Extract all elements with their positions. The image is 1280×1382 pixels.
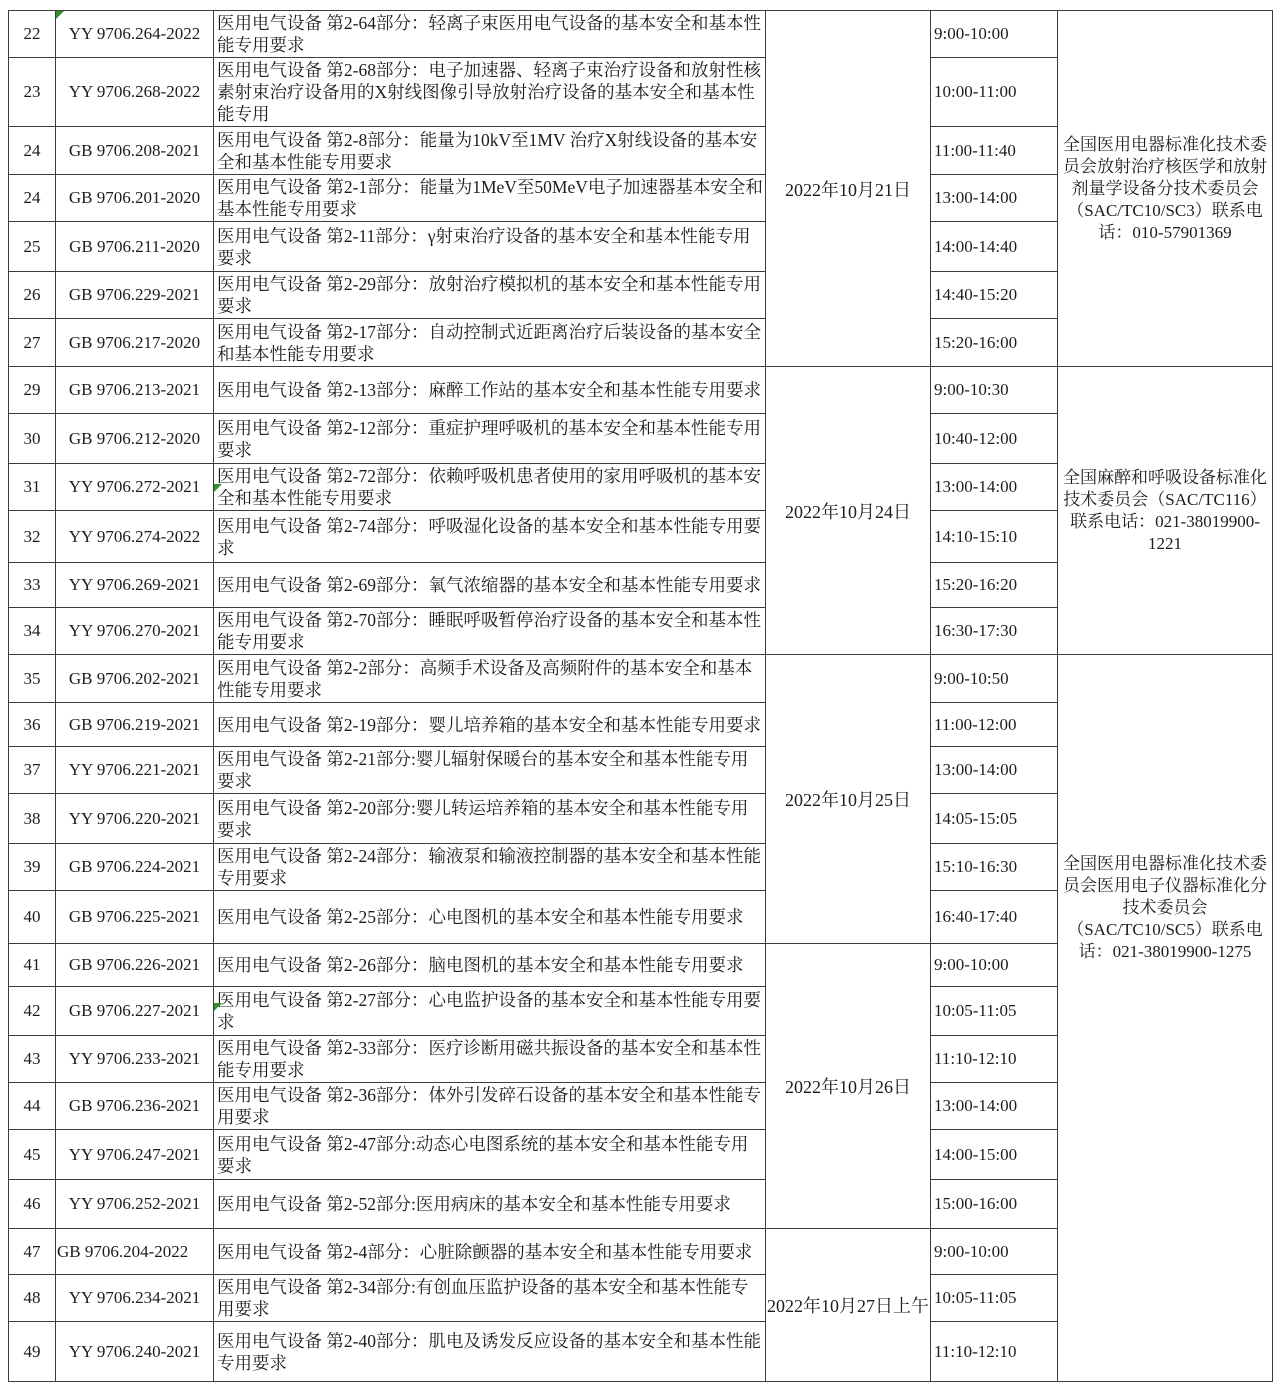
standard-title-cell: 医用电气设备 第2-8部分：能量为10kV至1MV 治疗X射线设备的基本安全和基本性能专用要求: [214, 127, 766, 175]
standard-title-cell: 医用电气设备 第2-17部分：自动控制式近距离治疗后装设备的基本安全和基本性能专用要求: [214, 319, 766, 367]
standard-title-cell: 医用电气设备 第2-69部分：氧气浓缩器的基本安全和基本性能专用要求: [214, 563, 766, 608]
time-slot-cell: 9:00-10:30: [931, 367, 1058, 414]
time-slot-cell: 15:10-16:30: [931, 844, 1058, 891]
time-slot-cell: 9:00-10:00: [931, 944, 1058, 987]
row-number-cell: 44: [9, 1083, 56, 1130]
time-slot-cell: 15:00-16:00: [931, 1180, 1058, 1229]
row-number-cell: 49: [9, 1322, 56, 1382]
contact-cell: 全国医用电器标准化技术委员会放射治疗核医学和放射剂量学设备分技术委员会（SAC/TC10/SC3）联系电话：010-57901369: [1058, 11, 1273, 367]
time-slot-cell: 15:20-16:20: [931, 563, 1058, 608]
row-number-cell: 46: [9, 1180, 56, 1229]
date-cell: 2022年10月27日上午: [766, 1229, 931, 1382]
standard-code-cell: YY 9706.220-2021: [56, 794, 214, 844]
row-number-cell: 40: [9, 891, 56, 944]
standard-title-cell: 医用电气设备 第2-25部分：心电图机的基本安全和基本性能专用要求: [214, 891, 766, 944]
standard-code-cell: GB 9706.226-2021: [56, 944, 214, 987]
row-number-cell: 41: [9, 944, 56, 987]
standard-code-cell: GB 9706.236-2021: [56, 1083, 214, 1130]
row-number-cell: 31: [9, 464, 56, 511]
time-slot-cell: 14:00-15:00: [931, 1130, 1058, 1180]
contact-cell: 全国麻醉和呼吸设备标准化技术委员会（SAC/TC116）联系电话：021-38019900-1221: [1058, 367, 1273, 655]
time-slot-cell: 14:05-15:05: [931, 794, 1058, 844]
standard-title-cell: 医用电气设备 第2-33部分：医疗诊断用磁共振设备的基本安全和基本性能专用要求: [214, 1036, 766, 1083]
standard-title-cell: 医用电气设备 第2-26部分：脑电图机的基本安全和基本性能专用要求: [214, 944, 766, 987]
time-slot-cell: 10:00-11:00: [931, 58, 1058, 127]
standard-title-cell: 医用电气设备 第2-68部分：电子加速器、轻离子束治疗设备和放射性核素射束治疗设备用的X射线图像引导放射治疗设备的基本安全和基本性能专用: [214, 58, 766, 127]
standard-code-cell: GB 9706.227-2021: [56, 987, 214, 1036]
standard-title-cell: 医用电气设备 第2-13部分：麻醉工作站的基本安全和基本性能专用要求: [214, 367, 766, 414]
standard-code-cell: YY 9706.270-2021: [56, 608, 214, 655]
standard-title-cell: 医用电气设备 第2-70部分：睡眠呼吸暂停治疗设备的基本安全和基本性能专用要求: [214, 608, 766, 655]
row-number-cell: 30: [9, 414, 56, 464]
time-slot-cell: 11:10-12:10: [931, 1322, 1058, 1382]
row-number-cell: 39: [9, 844, 56, 891]
row-number-cell: 37: [9, 747, 56, 794]
standard-code-cell: GB 9706.211-2020: [56, 222, 214, 272]
time-slot-cell: 9:00-10:00: [931, 1229, 1058, 1275]
row-number-cell: 22: [9, 11, 56, 58]
time-slot-cell: 11:10-12:10: [931, 1036, 1058, 1083]
standards-schedule-table: [8, 10, 1273, 1382]
standard-code-cell: GB 9706.225-2021: [56, 891, 214, 944]
time-slot-cell: 15:20-16:00: [931, 319, 1058, 367]
date-cell: 2022年10月26日: [766, 944, 931, 1229]
standard-code-cell: GB 9706.204-2022: [56, 1229, 214, 1275]
standard-code-cell: YY 9706.274-2022: [56, 511, 214, 563]
standard-title-cell: 医用电气设备 第2-21部分:婴儿辐射保暖台的基本安全和基本性能专用要求: [214, 747, 766, 794]
row-number-cell: 24: [9, 175, 56, 222]
time-slot-cell: 14:00-14:40: [931, 222, 1058, 272]
row-number-cell: 32: [9, 511, 56, 563]
time-slot-cell: 10:05-11:05: [931, 1275, 1058, 1322]
time-slot-cell: 16:30-17:30: [931, 608, 1058, 655]
row-number-cell: 35: [9, 655, 56, 703]
table-row: [9, 11, 1273, 58]
standard-title-cell: 医用电气设备 第2-52部分:医用病床的基本安全和基本性能专用要求: [214, 1180, 766, 1229]
standard-code-cell: YY 9706.221-2021: [56, 747, 214, 794]
standard-title-cell: 医用电气设备 第2-36部分：体外引发碎石设备的基本安全和基本性能专用要求: [214, 1083, 766, 1130]
standard-code-cell: GB 9706.224-2021: [56, 844, 214, 891]
table-row: [9, 655, 1273, 703]
standard-title-cell: 医用电气设备 第2-29部分：放射治疗模拟机的基本安全和基本性能专用要求: [214, 272, 766, 319]
standard-code-cell: GB 9706.219-2021: [56, 703, 214, 747]
standard-title-cell: 医用电气设备 第2-12部分：重症护理呼吸机的基本安全和基本性能专用要求: [214, 414, 766, 464]
date-cell: 2022年10月25日: [766, 655, 931, 944]
date-cell: 2022年10月24日: [766, 367, 931, 655]
row-number-cell: 42: [9, 987, 56, 1036]
standard-code-cell: YY 9706.269-2021: [56, 563, 214, 608]
standard-code-cell: GB 9706.213-2021: [56, 367, 214, 414]
time-slot-cell: 13:00-14:00: [931, 175, 1058, 222]
row-number-cell: 34: [9, 608, 56, 655]
row-number-cell: 48: [9, 1275, 56, 1322]
row-number-cell: 26: [9, 272, 56, 319]
time-slot-cell: 14:10-15:10: [931, 511, 1058, 563]
standard-title-cell: 医用电气设备 第2-19部分：婴儿培养箱的基本安全和基本性能专用要求: [214, 703, 766, 747]
time-slot-cell: 9:00-10:50: [931, 655, 1058, 703]
standard-code-cell: YY 9706.252-2021: [56, 1180, 214, 1229]
standard-code-cell: GB 9706.202-2021: [56, 655, 214, 703]
time-slot-cell: 11:00-12:00: [931, 703, 1058, 747]
row-number-cell: 27: [9, 319, 56, 367]
time-slot-cell: 16:40-17:40: [931, 891, 1058, 944]
row-number-cell: 33: [9, 563, 56, 608]
standard-title-cell: 医用电气设备 第2-47部分:动态心电图系统的基本安全和基本性能专用要求: [214, 1130, 766, 1180]
standard-title-cell: 医用电气设备 第2-11部分：γ射束治疗设备的基本安全和基本性能专用要求: [214, 222, 766, 272]
standard-title-cell: 医用电气设备 第2-4部分：心脏除颤器的基本安全和基本性能专用要求: [214, 1229, 766, 1275]
table-body: [9, 11, 1273, 1382]
standard-code-cell: GB 9706.229-2021: [56, 272, 214, 319]
standard-title-cell: 医用电气设备 第2-2部分：高频手术设备及高频附件的基本安全和基本性能专用要求: [214, 655, 766, 703]
standard-title-cell: 医用电气设备 第2-74部分：呼吸湿化设备的基本安全和基本性能专用要求: [214, 511, 766, 563]
standard-title-cell: 医用电气设备 第2-24部分：输液泵和输液控制器的基本安全和基本性能专用要求: [214, 844, 766, 891]
standard-code-cell: YY 9706.272-2021: [56, 464, 214, 511]
standard-code-cell: GB 9706.201-2020: [56, 175, 214, 222]
standard-code-cell: GB 9706.217-2020: [56, 319, 214, 367]
standard-title-cell: 医用电气设备 第2-40部分：肌电及诱发反应设备的基本安全和基本性能专用要求: [214, 1322, 766, 1382]
row-number-cell: 47: [9, 1229, 56, 1275]
time-slot-cell: 9:00-10:00: [931, 11, 1058, 58]
standard-code-cell: YY 9706.264-2022: [56, 11, 214, 58]
standard-title-cell: 医用电气设备 第2-27部分：心电监护设备的基本安全和基本性能专用要求: [214, 987, 766, 1036]
standard-code-cell: GB 9706.212-2020: [56, 414, 214, 464]
standard-code-cell: YY 9706.233-2021: [56, 1036, 214, 1083]
row-number-cell: 25: [9, 222, 56, 272]
row-number-cell: 29: [9, 367, 56, 414]
standard-code-cell: YY 9706.268-2022: [56, 58, 214, 127]
row-number-cell: 45: [9, 1130, 56, 1180]
date-cell: 2022年10月21日: [766, 11, 931, 367]
row-number-cell: 38: [9, 794, 56, 844]
time-slot-cell: 13:00-14:00: [931, 747, 1058, 794]
standard-title-cell: 医用电气设备 第2-20部分:婴儿转运培养箱的基本安全和基本性能专用要求: [214, 794, 766, 844]
row-number-cell: 43: [9, 1036, 56, 1083]
standard-title-cell: 医用电气设备 第2-72部分：依赖呼吸机患者使用的家用呼吸机的基本安全和基本性能专用要求: [214, 464, 766, 511]
time-slot-cell: 13:00-14:00: [931, 1083, 1058, 1130]
standard-code-cell: GB 9706.208-2021: [56, 127, 214, 175]
standard-code-cell: YY 9706.247-2021: [56, 1130, 214, 1180]
time-slot-cell: 10:05-11:05: [931, 987, 1058, 1036]
standard-title-cell: 医用电气设备 第2-34部分:有创血压监护设备的基本安全和基本性能专用要求: [214, 1275, 766, 1322]
row-number-cell: 23: [9, 58, 56, 127]
standard-title-cell: 医用电气设备 第2-1部分：能量为1MeV至50MeV电子加速器基本安全和基本性能专用要求: [214, 175, 766, 222]
time-slot-cell: 10:40-12:00: [931, 414, 1058, 464]
standard-code-cell: YY 9706.234-2021: [56, 1275, 214, 1322]
standard-code-cell: YY 9706.240-2021: [56, 1322, 214, 1382]
time-slot-cell: 14:40-15:20: [931, 272, 1058, 319]
row-number-cell: 36: [9, 703, 56, 747]
contact-cell: 全国医用电器标准化技术委员会医用电子仪器标准化分技术委员会（SAC/TC10/SC5）联系电话：021-38019900-1275: [1058, 655, 1273, 1382]
standard-title-cell: 医用电气设备 第2-64部分：轻离子束医用电气设备的基本安全和基本性能专用要求: [214, 11, 766, 58]
time-slot-cell: 11:00-11:40: [931, 127, 1058, 175]
table-row: [9, 367, 1273, 414]
row-number-cell: 24: [9, 127, 56, 175]
time-slot-cell: 13:00-14:00: [931, 464, 1058, 511]
